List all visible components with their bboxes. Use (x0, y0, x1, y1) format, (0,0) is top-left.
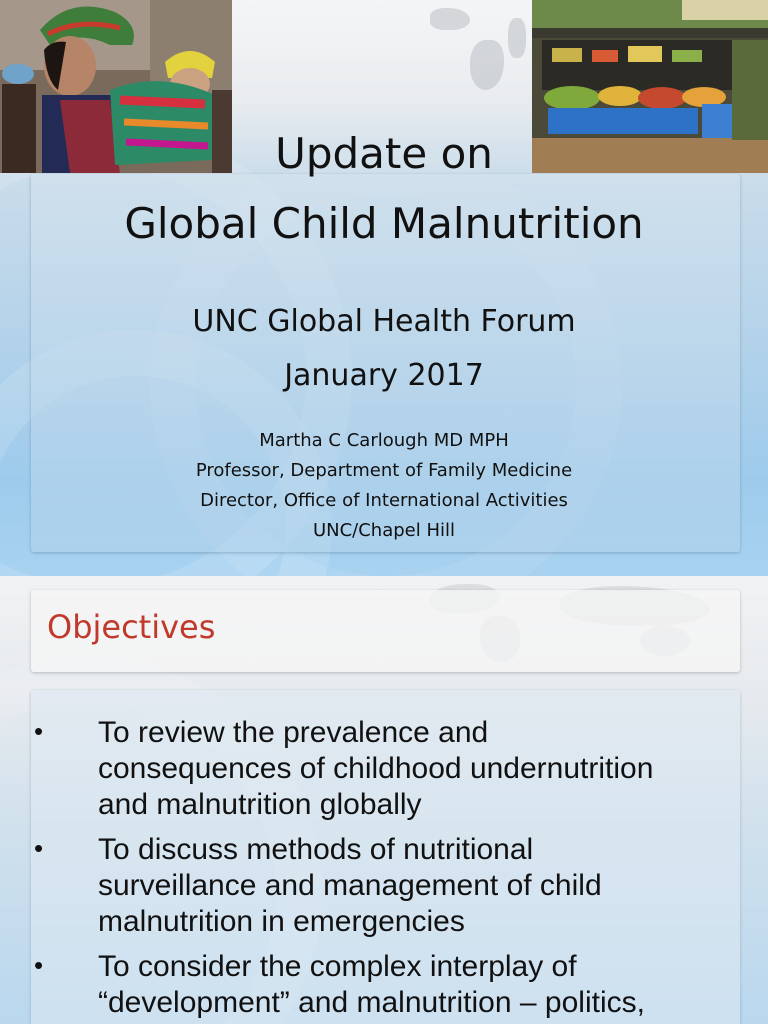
bullet-marker: • (34, 833, 44, 863)
bullet-marker: • (34, 950, 44, 980)
objectives-slide (0, 576, 768, 1024)
objective-3-line-2: “development” and malnutrition – politics, (98, 986, 645, 1019)
objective-2-line-2: surveillance and management of child (98, 869, 602, 902)
objectives-heading: Objectives (47, 608, 216, 646)
slide-title-line-1: Update on (275, 129, 493, 178)
heading-box (31, 590, 740, 672)
author-name: Martha C Carlough MD MPH (259, 430, 509, 451)
objective-3-line-1: To consider the complex interplay of (98, 950, 577, 983)
event-name: UNC Global Health Forum (192, 304, 576, 339)
bullet-marker: • (34, 716, 44, 746)
author-office: Director, Office of International Activities (200, 490, 568, 511)
author-role: Professor, Department of Family Medicine (195, 460, 573, 481)
objective-2-line-3: malnutrition in emergencies (98, 905, 465, 938)
objective-1-line-1: To review the prevalence and (98, 716, 489, 749)
slide-title-line-2: Global Child Malnutrition (124, 199, 644, 248)
objective-2-line-1: To discuss methods of nutritional (98, 833, 534, 866)
objective-1-line-2: consequences of childhood undernutrition (98, 752, 654, 785)
author-institution: UNC/Chapel Hill (312, 520, 456, 541)
event-date: January 2017 (284, 358, 484, 393)
objective-1-line-3: and malnutrition globally (98, 788, 422, 821)
